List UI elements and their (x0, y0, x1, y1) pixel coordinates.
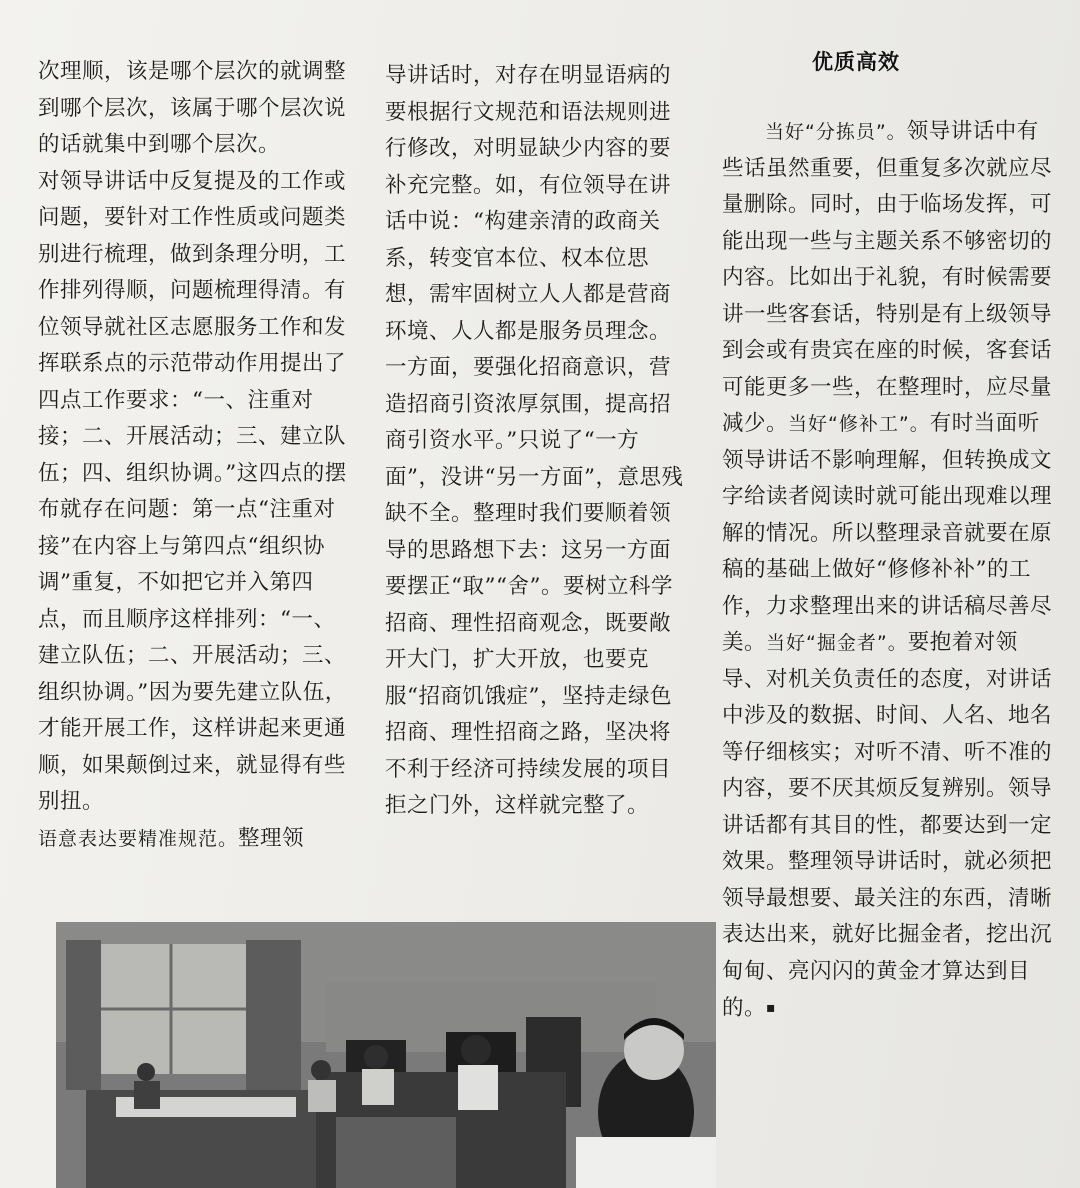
subheading-keyword: 语意表达要精准规范。 (38, 827, 239, 850)
paragraph (38, 821, 356, 858)
paragraph: 次理顺，该是哪个层次的就调整到哪个层次，该属于哪个层次说的话就集中到哪个层次。 (38, 59, 347, 157)
section-label: 优质高效 (812, 50, 900, 74)
subheading-keyword: 当好“修补工”。 (788, 413, 930, 435)
paragraph-text: 领导讲话中有些话虽然重要，但重复多次就应尽量删除。同时，由于临场发挥，可能出现一些与主题关系不够密切的内容。比如出于礼貌，有时候需要讲一些客套话，特别是有上级领导到会或有贵宾在座的时候，客套话可能更多一些，在整理时，应尽量减少。 (722, 119, 1053, 436)
end-mark-icon: ▪ (766, 1000, 777, 1016)
text-column-1 (38, 54, 356, 857)
text-column-3 (722, 114, 1058, 1027)
paragraph (722, 114, 1058, 1027)
paragraph: 对领导讲话中反复提及的工作或问题，要针对工作性质或问题类别进行梳理，做到条理分明，工作排列得顺，问题梳理得清。有位领导就社区志愿服务工作和发挥联系点的示范带动作用提出了四点工作要求：“一、注重对接；二、开展活动；三、建立队伍；四、组织协调。”这四点的摆布就存在问题：第一点“注重对接”在内容上与第四点“组织协调”重复，不如把它并入第四点，而且顺序这样排列：“一、建立队伍；二、开展活动；三、 组织协调。”因为要先建立队伍，才能开展工作，这样讲起来更通顺，如果颠倒过来，就显得有些别扭。 (38, 168, 347, 814)
subheading-keyword: 当好“掘金者”。 (766, 632, 908, 654)
subheading-keyword: 当好“分拣员”。 (765, 121, 907, 143)
paragraph-text: 要抱着对领导、对机关负责任的态度，对讲话中涉及的数据、时间、人名、地名等仔细核实；对听不清、听不准的内容，要不厌其烦反复辨别。领导讲话都有其目的性，都要达到一定效果。整理领导讲话时，就必须把领导最想要、最关注的东西，清晰表达出来，就好比掘金者，挖出沉甸甸、亮闪闪的黄金才算达到目的。 (722, 630, 1053, 1021)
paragraph: 导讲话时，对存在明显语病的要根据行文规范和语法规则进行修改，对明显缺少内容的要补充完整。如，有位领导在讲话中说：“构建亲清的政商关系，转变官本位、权本位思想，需牢固树立人人都是营商环境、人人都是服务员理念。一方面，要强化招商意识，营造招商引资浓厚氛围，提高招商引资水平。”只说了“一方面”，没讲“另一方面”，意思残缺不全。整理时我们要顺着领导的思路想下去：这另一方面要摆正“取”“舍”。要树立科学招商、理性招商观念，既要敞开大门，扩大开放，也要克服“招商饥饿症”，坚持走绿色招商、理性招商之路，坚决将不利于经济可持续发展的项目拒之门外，这样就完整了。 (385, 63, 684, 818)
text-column-2 (385, 58, 685, 825)
paragraph-text: 整理领 (238, 825, 305, 851)
paragraph-text: 有时当面听领导讲话不影响理解，但转换成文字给读者阅读时就可能出现难以理解的情况。所以整理录音就要在原稿的基础上做好“修修补补”的工作，力求整理出来的讲话稿尽善尽美。 (722, 411, 1053, 655)
office-photo (56, 922, 716, 1188)
